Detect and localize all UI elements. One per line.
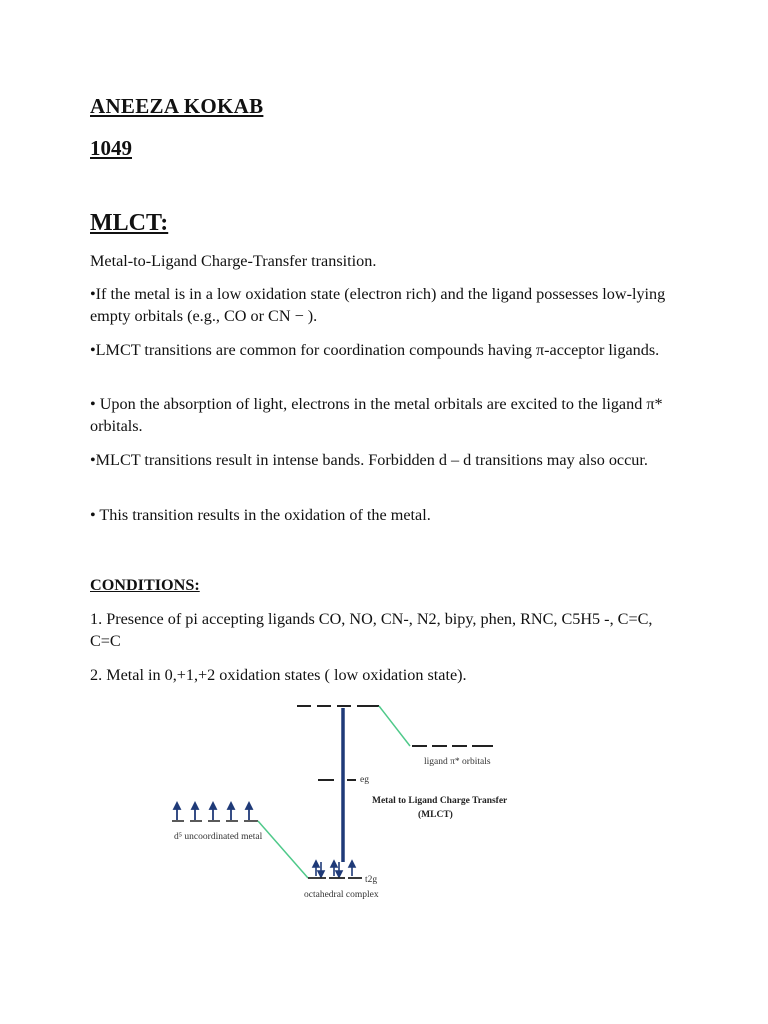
author-name: ANEEZA KOKAB <box>90 94 264 118</box>
paragraph-lmct: •LMCT transitions are common for coordination compounds having π-acceptor ligands. <box>90 341 660 359</box>
paragraph-intense-bands: •MLCT transitions result in intense bands. Forbidden d – d transitions may also occur. <box>90 451 648 469</box>
paragraph-oxidation: • This transition results in the oxidation of the metal. <box>90 506 431 524</box>
conditions-heading: CONDITIONS: <box>90 576 200 594</box>
connector-line-metal <box>258 821 308 878</box>
octahedral-complex-label: octahedral complex <box>304 890 379 900</box>
diagram-title-line2: (MLCT) <box>418 810 453 820</box>
connector-line-ligand <box>379 706 410 746</box>
roll-number: 1049 <box>90 136 132 160</box>
t2g-electrons <box>313 861 355 877</box>
condition-item-2: 2. Metal in 0,+1,+2 oxidation states ( low oxidation state). <box>90 666 467 684</box>
paragraph-definition: Metal-to-Ligand Charge-Transfer transition. <box>90 252 377 270</box>
uncoordinated-metal-label: d⁵ uncoordinated metal <box>174 832 263 842</box>
section-heading-mlct: MLCT: <box>90 210 169 236</box>
mlct-energy-diagram <box>0 690 768 910</box>
uncoordinated-metal-electrons <box>174 803 252 820</box>
paragraph-absorption: • Upon the absorption of light, electrons in the metal orbitals are excited to the ligand π* orbitals. <box>90 395 663 435</box>
condition-item-1: 1. Presence of pi accepting ligands CO, NO, CN-, N2, bipy, phen, RNC, C5H5 -, C=C, C=C <box>90 610 653 650</box>
eg-label: eg <box>360 775 369 785</box>
paragraph-low-oxidation: •If the metal is in a low oxidation state (electron rich) and the ligand possesses low-lying empty orbitals (e.g., CO or CN − ). <box>90 285 666 325</box>
diagram-title-line1: Metal to Ligand Charge Transfer <box>372 796 508 806</box>
t2g-label: t2g <box>365 875 378 885</box>
ligand-orbitals-label: ligand π* orbitals <box>424 757 491 767</box>
